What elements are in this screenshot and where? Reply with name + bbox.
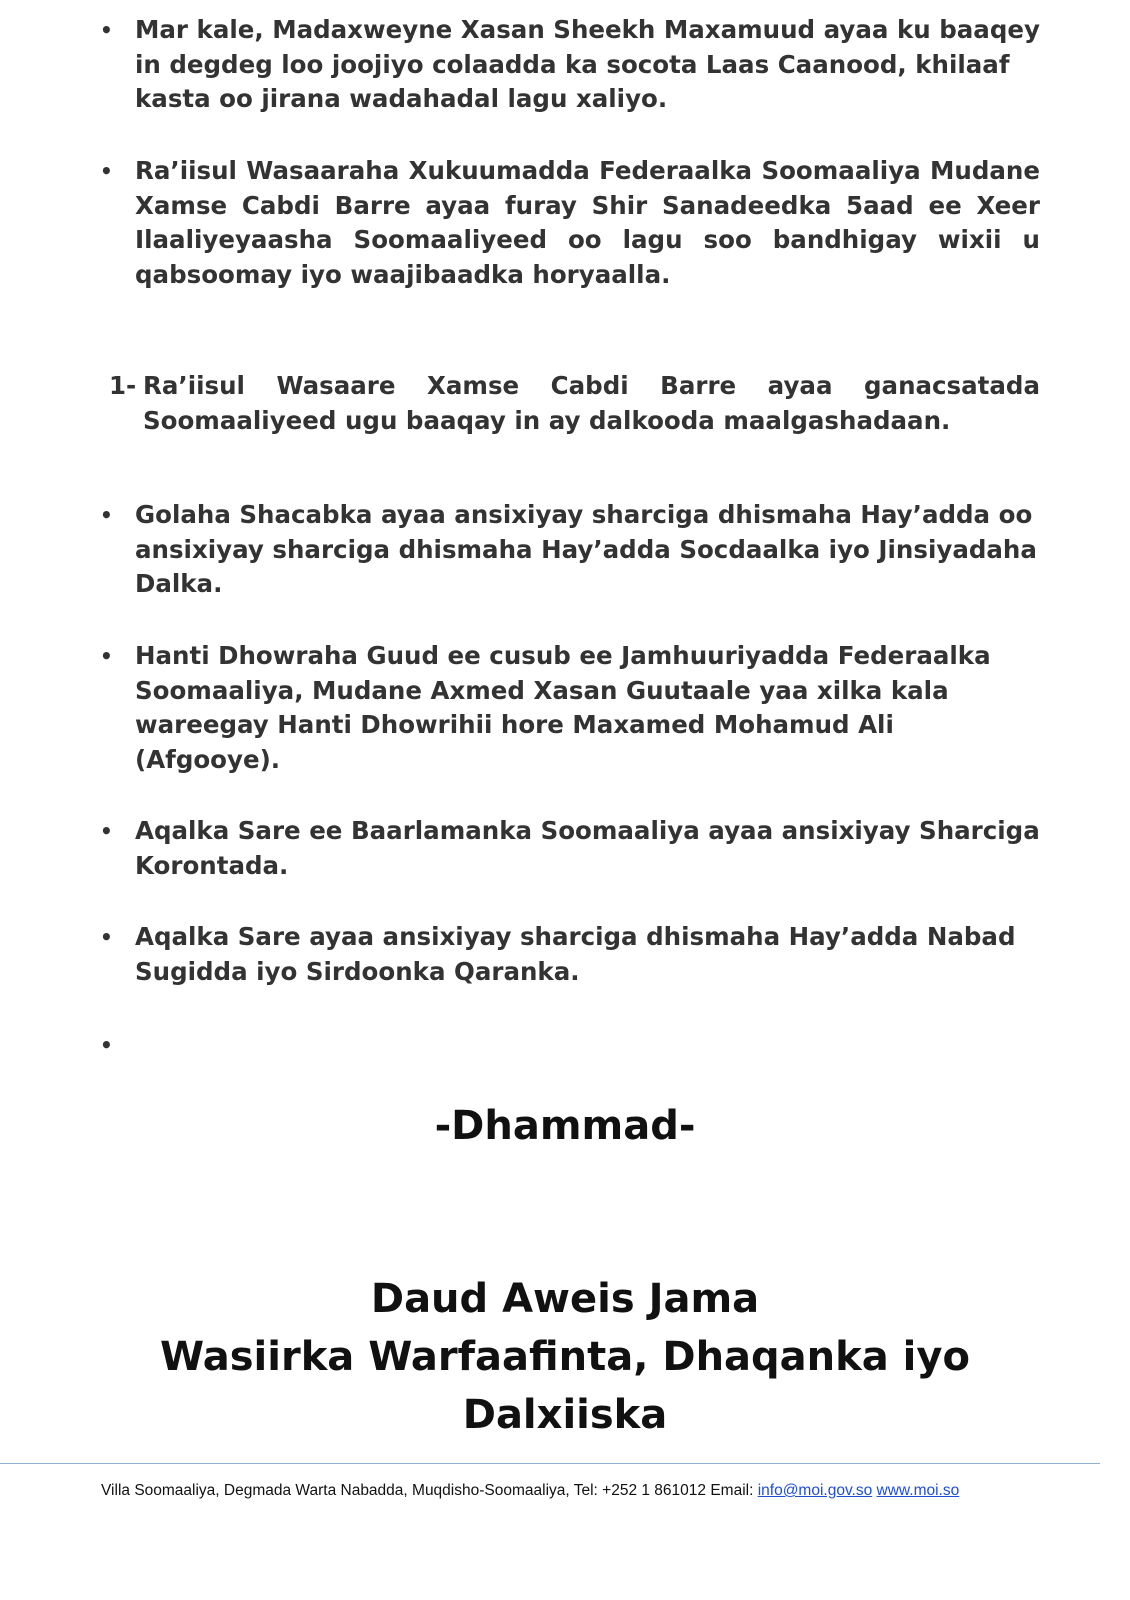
news-item xyxy=(100,13,1040,117)
bullet-marker: • xyxy=(100,1033,113,1057)
news-item-text: Ra’iisul Wasaaraha Xukuumadda Federaalka Soomaaliya Mudane Xamse Cabdi Barre ayaa furay Shir Sanadeedka 5aad ee Xeer Ilaaliyeyaasha Soomaaliyeed oo lagu soo bandhigay wixii u qabsoomay iyo waajibaadka horyaalla. xyxy=(135,156,1040,289)
news-item xyxy=(100,154,1040,292)
footer xyxy=(101,1482,959,1500)
signature-name: Daud Aweis Jama xyxy=(370,1276,760,1322)
news-item xyxy=(100,814,1040,883)
news-item xyxy=(100,498,1040,602)
bullet-marker: • xyxy=(100,819,113,843)
bullet-marker: • xyxy=(100,159,113,183)
numbered-item xyxy=(109,369,1040,438)
news-item xyxy=(100,639,1040,777)
news-item-text: Mar kale, Madaxweyne Xasan Sheekh Maxamuud ayaa ku baaqey in degdeg loo joojiyo colaadda ka socota Laas Caanood, khilaaf kasta oo jirana wadahadal lagu xaliyo. xyxy=(135,15,1040,113)
news-item-text: Aqalka Sare ee Baarlamanka Soomaaliya ayaa ansixiyay Sharciga Korontada. xyxy=(135,816,1040,880)
numbered-item-text: Ra’iisul Wasaare Xamse Cabdi Barre ayaa ganacsatada Soomaaliyeed ugu baaqay in ay dalkooda maalgashadaan. xyxy=(143,371,1040,435)
footer-address: Villa Soomaaliya, Degmada Warta Nabadda, Muqdisho-Soomaaliya, Tel: +252 1 861012 Email: xyxy=(101,1482,758,1499)
bullet-marker: • xyxy=(100,18,113,42)
closing-text: -Dhammad- xyxy=(434,1103,696,1149)
email-link[interactable]: info@moi.gov.so xyxy=(757,1482,873,1499)
news-item xyxy=(100,920,1040,989)
number-marker: 1- xyxy=(109,371,137,400)
bullet-marker: • xyxy=(100,503,113,527)
signature-title-line2: Dalxiiska xyxy=(462,1392,668,1438)
website-link[interactable]: www.moi.so xyxy=(876,1482,960,1499)
bullet-marker: • xyxy=(100,925,113,949)
news-item-text: Hanti Dhowraha Guud ee cusub ee Jamhuuriyadda Federaalka Soomaaliya, Mudane Axmed Xasan Guutaale yaa xilka kala wareegay Hanti Dhowrihii hore Maxamed Mohamud Ali (Afgooye). xyxy=(135,641,991,774)
news-item-text: Golaha Shacabka ayaa ansixiyay sharciga dhismaha Hay’adda oo ansixiyay sharciga dhismaha Hay’adda Socdaalka iyo Jinsiyadaha Dalka. xyxy=(135,500,1037,598)
news-item-text: Aqalka Sare ayaa ansixiyay sharciga dhismaha Hay’adda Nabad Sugidda iyo Sirdoonka Qaranka. xyxy=(135,922,1016,986)
signature-title-line1: Wasiirka Warfaafinta, Dhaqanka iyo xyxy=(160,1334,970,1380)
bullet-marker: • xyxy=(100,644,113,668)
footer-divider xyxy=(0,1463,1100,1464)
